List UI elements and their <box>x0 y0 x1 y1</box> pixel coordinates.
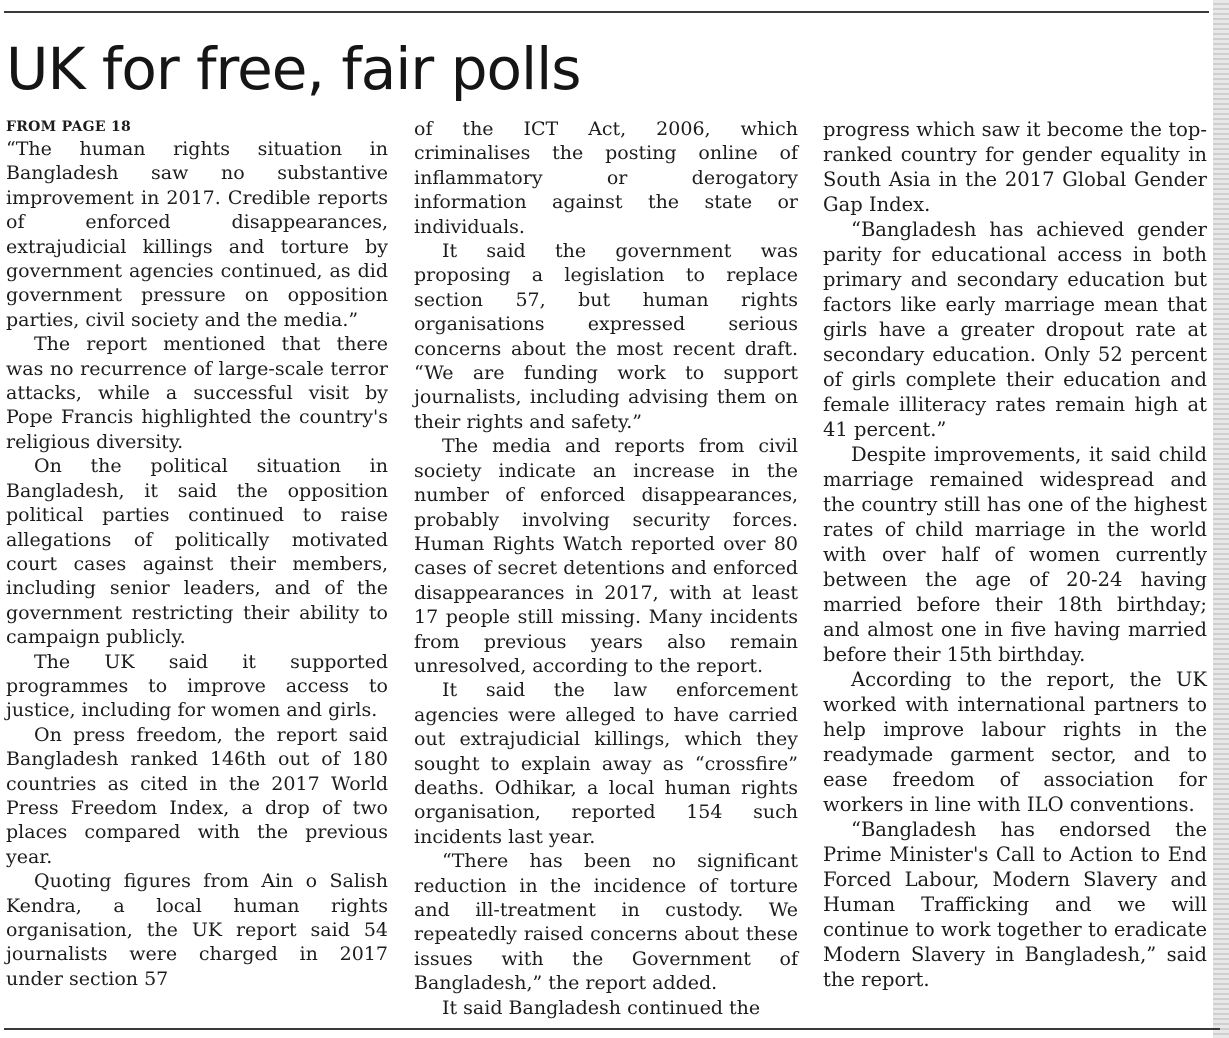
paragraph: On the political situation in Bangladesh, it said the opposition political parties continued to raise allegations of politically motivated court cases against their members, including senior leaders, and of the government restricting their ability to campaign publicly. <box>6 455 388 649</box>
page-edge-texture <box>1213 0 1229 1038</box>
article-column-3 <box>823 117 1207 992</box>
continued-from-label: FROM PAGE 18 <box>6 119 132 135</box>
paragraph: Despite improvements, it said child marriage remained widespread and the country still has one of the highest rates of child marriage in the world with over half of women currently between the age of 20-24 having married before their 18th birthday; and almost one in five having married before their 15th birthday. <box>823 443 1207 666</box>
paragraph: It said the government was proposing a legislation to replace section 57, but human rights organisations expressed serious concerns about the most recent draft. “We are funding work to support journalists, including advising them on their rights and safety.” <box>414 240 798 433</box>
headline: UK for free, fair polls <box>6 35 581 103</box>
top-rule <box>4 11 1209 13</box>
paragraph: The report mentioned that there was no recurrence of large-scale terror attacks, while a successful visit by Pope Francis highlighted the country's religious diversity. <box>6 333 388 453</box>
paragraph: It said Bangladesh continued the <box>442 996 761 1019</box>
paragraph: Quoting figures from Ain o Salish Kendra, a local human rights organisation, the UK report said 54 journalists were charged in 2017 under section 57 <box>6 870 388 990</box>
paragraph: “There has been no significant reduction in the incidence of torture and ill-treatment in custody. We repeatedly raised concerns about these issues with the Government of Bangladesh,” the report added. <box>414 850 798 995</box>
paragraph: “Bangladesh has endorsed the Prime Minister's Call to Action to End Forced Labour, Modern Slavery and Human Trafficking and we will continue to work together to eradicate Modern Slavery in Bangladesh,” said the report. <box>823 818 1207 991</box>
paragraph: On press freedom, the report said Bangladesh ranked 146th out of 180 countries as cited in the 2017 World Press Freedom Index, a drop of two places compared with the previous year. <box>6 723 388 868</box>
paragraph: “The human rights situation in Bangladesh saw no substantive improvement in 2017. Credible reports of enforced disappearances, extrajudicial killings and torture by government agencies continued, as did government pressure on opposition parties, civil society and the media.” <box>6 138 388 331</box>
paragraph: “Bangladesh has achieved gender parity for educational access in both primary and secondary education but factors like early marriage mean that girls have a greater dropout rate at secondary education. Only 52 percent of girls complete their education and female illiteracy rates remain high at 41 percent.” <box>823 218 1207 441</box>
article-column-1 <box>6 117 388 991</box>
article-column-2 <box>414 117 798 1020</box>
paragraph: of the ICT Act, 2006, which criminalises the posting online of inflammatory or derogatory information against the state or individuals. <box>414 118 798 238</box>
paragraph: progress which saw it become the top-ranked country for gender equality in South Asia in the 2017 Global Gender Gap Index. <box>823 118 1207 216</box>
paragraph: It said the law enforcement agencies were alleged to have carried out extrajudicial killings, which they sought to explain away as “crossfire” deaths. Odhikar, a local human rights organisation, reported 154 such incidents last year. <box>414 679 798 848</box>
paragraph: The media and reports from civil society indicate an increase in the number of enforced disappearances, probably involving security forces. Human Rights Watch reported over 80 cases of secret detentions and enforced disappearances in 2017, with at least 17 people still missing. Many incidents from previous years also remain unresolved, according to the report. <box>414 435 798 677</box>
paragraph: According to the report, the UK worked with international partners to help improve labour rights in the readymade garment sector, and to ease freedom of association for workers in line with ILO conventions. <box>823 668 1207 816</box>
bottom-rule <box>4 1028 1220 1030</box>
paragraph: The UK said it supported programmes to improve access to justice, including for women and girls. <box>6 650 388 722</box>
